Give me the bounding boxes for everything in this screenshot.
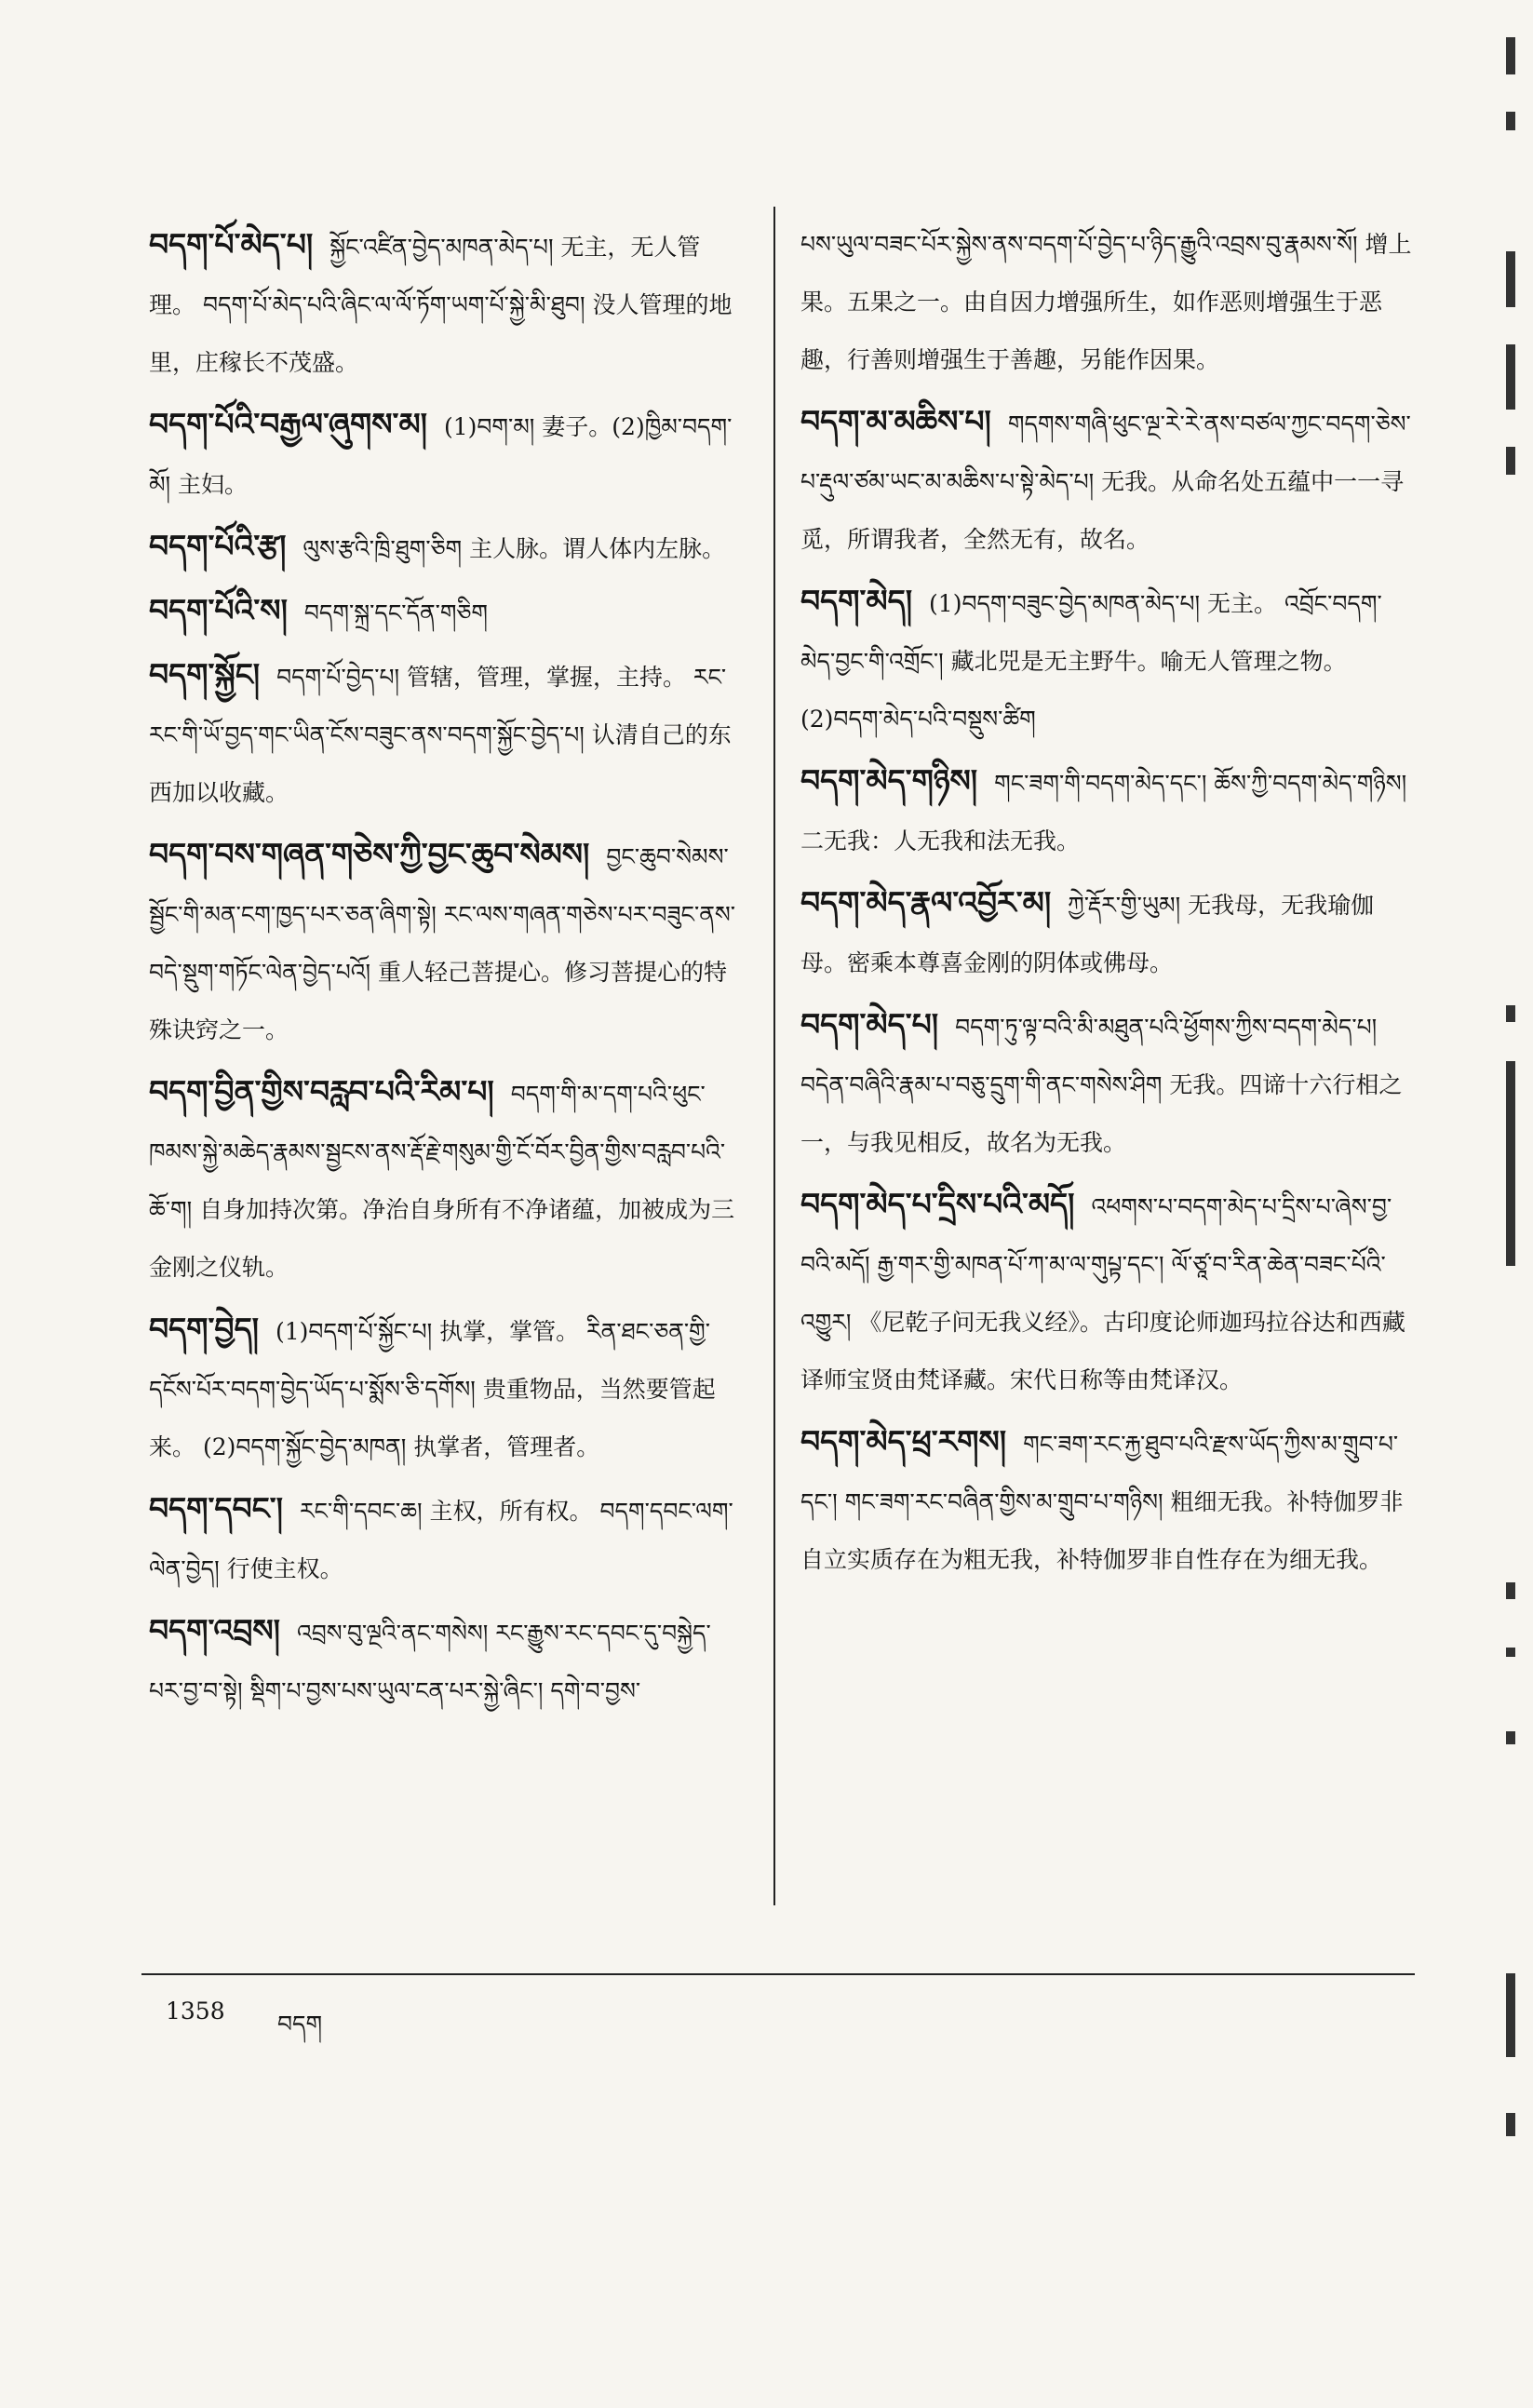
dictionary-entry [800,996,1415,1172]
right-column [800,216,1415,2408]
dictionary-entry [800,874,1415,992]
entry-definition: བདག་པོ་བྱེད་པ། 管辖，管理，掌握，主持。 རང་རང་གི་ཡོ་བྱད་གང་ཡིན་ངོས་བཟུང་ནས་བདག་སྐྱོང་བྱེད་པ། 认清自己的东西加以收藏。 [149,664,732,806]
dictionary-entry [149,646,745,822]
entry-definition: ཀྱེ་རྡོར་གྱི་ཡུམ། 无我母，无我瑜伽母。密乘本尊喜金刚的阴体或佛母。 [800,892,1375,976]
entry-definition: འབྲས་བུ་ལྔའི་ནང་གསེས། རང་རྒྱུས་རང་དབང་དུ་བསྐྱེད་པར་བྱ་བ་སྟེ། སྡིག་པ་བྱས་པས་ཡུལ་ངན་པར་སྐྱེ་ཞིང་། དགེ་བ་བྱས་ [149,1620,711,1704]
dictionary-entry [149,396,745,514]
entry-headword: བདག་བྱེད། [149,1311,260,1347]
dictionary-entry [800,1176,1415,1409]
entry-definition: སྐྱོང་འཛིན་བྱེད་མཁན་མེད་པ། 无主，无人管理。 བདག་པོ་མེད་པའི་ཞིང་ལ་ལོ་ཏོག་ཡག་པོ་སྐྱེ་མི་ཐུབ། 没人管理的地里，庄稼长不茂盛。 [149,234,733,376]
footer-rule [141,1973,1415,1975]
entry-headword: བདག་པོའི་ས། [149,592,288,628]
entry-definition: པས་ཡུལ་བཟང་པོར་སྐྱེས་ནས་བདག་པོ་བྱེད་པ་ཉིད་རྒྱུའི་འབྲས་བུ་རྣམས་སོ། 增上果。五果之一。由自因力增强所生，如作恶则增强生于恶趣，行善则增强生于善趣，另能作因果。 [800,231,1412,373]
entry-definition: བདག་སྐྲ་དང་དོན་གཅིག [303,599,489,626]
dictionary-entry [149,1602,745,1720]
dictionary-entry [149,1063,745,1297]
scan-edge-marks [1499,37,1526,2159]
entry-definition: གང་ཟག་རང་རྐྱ་ཐུབ་པའི་རྫས་ཡོད་ཀྱིས་མ་གྲུབ་པ་དང་། གང་ཟག་རང་བཞིན་གྱིས་མ་གྲུབ་པ་གཉིས། 粗细无我。补特伽罗非自立实质存在为粗无我，补特伽罗非自性存在为细无我。 [800,1431,1404,1573]
entry-headword: བདག་མེད་རྣལ་འབྱོར་མ། [800,884,1052,921]
entry-headword: བདག་པོ་མེད་པ། [149,226,314,262]
entry-headword: བདག་པོའི་རྩ། [149,528,287,564]
page-number: 1358 [166,1998,225,2025]
dictionary-entry [149,826,745,1059]
entry-definition: བདག་ཏུ་ལྟ་བའི་མི་མཐུན་པའི་ཕྱོགས་ཀྱིས་བདག་མེད་པ། བདེན་བཞིའི་རྣམ་པ་བཅུ་དྲུག་གི་ནང་གསེས་ཤིག 无我。四谛十六行相之一，与我见相反，故名为无我。 [800,1014,1403,1156]
entry-definition: (1)བདག་བཟུང་བྱེད་མཁན་མེད་པ། 无主。 འབྲོང་བདག་མེད་བྱང་གི་འགྲོང་། 藏北兕是无主野牛。喻无人管理之物。(2)བདག་མེད་པའི་བསྡུས་ཚིག [800,590,1382,733]
entry-definition: བདག་གི་མ་དག་པའི་ཕུང་ཁམས་སྐྱེ་མཆེད་རྣམས་སྦྱངས་ནས་རྡོ་རྗེ་གསུམ་གྱི་ངོ་བོར་བྱིན་གྱིས་བརླབ་པའི་ཆོ་ག། 自身加持次第。净治自身所有不净诸蕴，加被成为三金刚之仪轨。 [149,1081,735,1281]
entry-definition: བྱང་ཆུབ་སེམས་སྦྱོང་གི་མན་ངག་ཁྱད་པར་ཅན་ཞིག་སྟེ། རང་ལས་གཞན་གཅེས་པར་བཟུང་ནས་བདེ་སྡུག་གཏོང་ལེན་བྱེད་པའོ། 重人轻己菩提心。修习菩提心的特殊诀窍之一。 [149,843,736,1043]
dictionary-entry [149,1300,745,1476]
dictionary-entry [800,216,1415,389]
entry-definition: རང་གི་དབང་ཆ། 主权，所有权。 བདག་དབང་ལག་ལེན་བྱེད། 行使主权。 [149,1498,733,1582]
dictionary-entry [800,572,1415,748]
column-divider [773,207,775,1905]
dictionary-entry [800,393,1415,569]
left-column [149,216,745,2408]
dictionary-entry [149,582,745,642]
entry-headword: བདག་མེད་པ། [800,1006,939,1043]
entry-headword: བདག་བྱིན་གྱིས་བརླབ་པའི་རིམ་པ། [149,1073,494,1110]
dictionary-entry [800,752,1415,870]
entry-definition: གདགས་གཞི་ཕུང་ལྔ་རེ་རེ་ནས་བཙལ་ཀྱང་བདག་ཅེས་པ་རྡུལ་ཙམ་ཡང་མ་མཆིས་པ་སྟེ་མེད་པ། 无我。从命名处五蕴中一一寻觅，所谓我者，全然无有，故名。 [800,410,1411,553]
dictionary-entry [149,518,745,578]
dictionary-entry [149,1480,745,1598]
entry-headword: བདག་སྐྱོང། [149,656,261,693]
dictionary-entry [800,1413,1415,1589]
entry-headword: བདག་བས་གཞན་གཅེས་ཀྱི་བྱང་ཆུབ་སེམས། [149,836,590,872]
entry-headword: བདག་དབང་། [149,1490,283,1527]
entry-definition: (1)བག་མ། 妻子。(2)ཁྱིམ་བདག་མོ། 主妇。 [149,413,733,498]
entry-headword: བདག་མ་མཆིས་པ། [800,403,991,439]
entry-headword: བདག་མེད། [800,583,913,619]
entry-headword: བདག་མེད་པ་དྲིས་པའི་མདོ། [800,1186,1075,1222]
entry-definition: འཕགས་པ་བདག་མེད་པ་དྲིས་པ་ཞེས་བྱ་བའི་མདོ། རྒྱ་གར་གྱི་མཁན་པོ་ཀ་མ་ལ་གུཔྟ་དང་། ལོ་ཙཱ་བ་རིན་ཆེན་བཟང་པོའི་འགྱུར། 《尼乾子问无我义经》。古印度论师迦玛拉谷达和西藏译师宝贤由梵译藏。宋代日称等由梵译汉。 [800,1193,1405,1393]
running-head: བདག [277,2011,323,2038]
entry-headword: བདག་མེད་ཕྲ་རགས། [800,1423,1007,1460]
entry-definition: ལུས་རྩའི་ཁྲི་ཐུག་ཅིག 主人脉。谓人体内左脉。 [303,535,726,562]
entry-headword: བདག་པོའི་བརྒྱལ་ཞུགས་མ། [149,406,427,442]
entry-definition: (1)བདག་པོ་སྐྱོང་པ། 执掌，掌管。 རིན་ཐང་ཅན་གྱི་དངོས་པོར་བདག་བྱེད་ཡོད་པ་སྨོས་ཅི་དགོས། 贵重物品，当然要管起来。 (2)བདག་སྐྱོང་བྱེད་མཁན། 执掌者，管理者。 [149,1318,716,1460]
entry-headword: བདག་མེད་གཉིས། [800,762,978,799]
entry-definition: གང་ཟག་གི་བདག་མེད་དང་། ཆོས་ཀྱི་བདག་མེད་གཉིས། 二无我：人无我和法无我。 [800,770,1407,854]
dictionary-entry [149,216,745,392]
entry-headword: བདག་འབྲས། [149,1612,280,1648]
